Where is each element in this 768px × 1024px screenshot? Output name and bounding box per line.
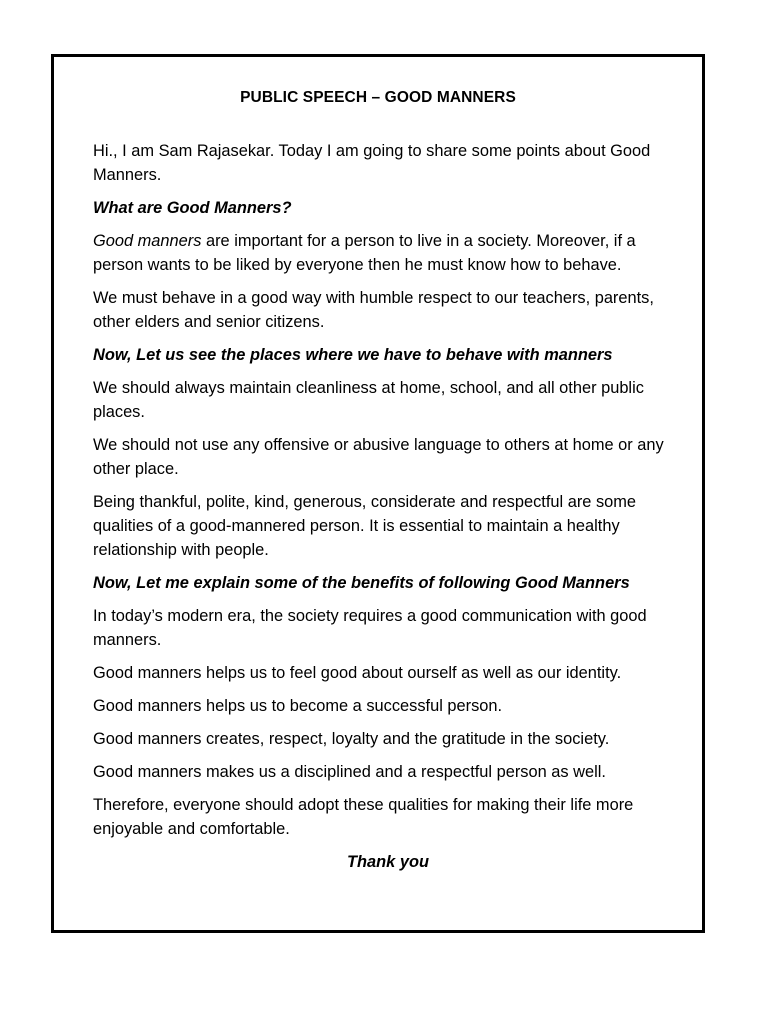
- paragraph-cleanliness: We should always maintain cleanliness at home, school, and all other public places.: [93, 379, 644, 421]
- paragraph-communication: In today’s modern era, the society requires a good communication with good manners.: [93, 607, 647, 649]
- section-heading-places: Now, Let us see the places where we have to behave with manners: [93, 346, 613, 364]
- paragraph-importance: [93, 229, 683, 277]
- paragraph-success: Good manners helps us to become a successful person.: [93, 697, 503, 715]
- italic-phrase: Good manners: [93, 232, 202, 250]
- paragraph-respect: We must behave in a good way with humble respect to our teachers, parents, other elders and senior citizens.: [93, 289, 654, 331]
- section-heading-benefits: Now, Let me explain some of the benefits of following Good Manners: [93, 574, 630, 592]
- intro-paragraph: Hi., I am Sam Rajasekar. Today I am going to share some points about Good Manners.: [93, 142, 651, 184]
- paragraph-identity: Good manners helps us to feel good about ourself as well as our identity.: [93, 664, 622, 682]
- document-body: [93, 139, 683, 883]
- document-title: PUBLIC SPEECH – GOOD MANNERS: [240, 89, 516, 106]
- paragraph-loyalty: Good manners creates, respect, loyalty and the gratitude in the society.: [93, 730, 610, 748]
- paragraph-text: are important for a person to live in a society. Moreover, if a person wants to be liked by everyone then he must know how to behave.: [93, 232, 636, 274]
- paragraph-language: We should not use any offensive or abusive language to others at home or any other place.: [93, 436, 664, 478]
- paragraph-discipline: Good manners makes us a disciplined and a respectful person as well.: [93, 763, 606, 781]
- closing-thank-you: Thank you: [347, 853, 429, 871]
- section-heading-what-are-good-manners: What are Good Manners?: [93, 199, 292, 217]
- paragraph-conclusion: Therefore, everyone should adopt these qualities for making their life more enjoyable and comfortable.: [93, 796, 634, 838]
- paragraph-qualities: Being thankful, polite, kind, generous, considerate and respectful are some qualities of a good-mannered person. It is essential to maintain a healthy relationship with people.: [93, 493, 637, 559]
